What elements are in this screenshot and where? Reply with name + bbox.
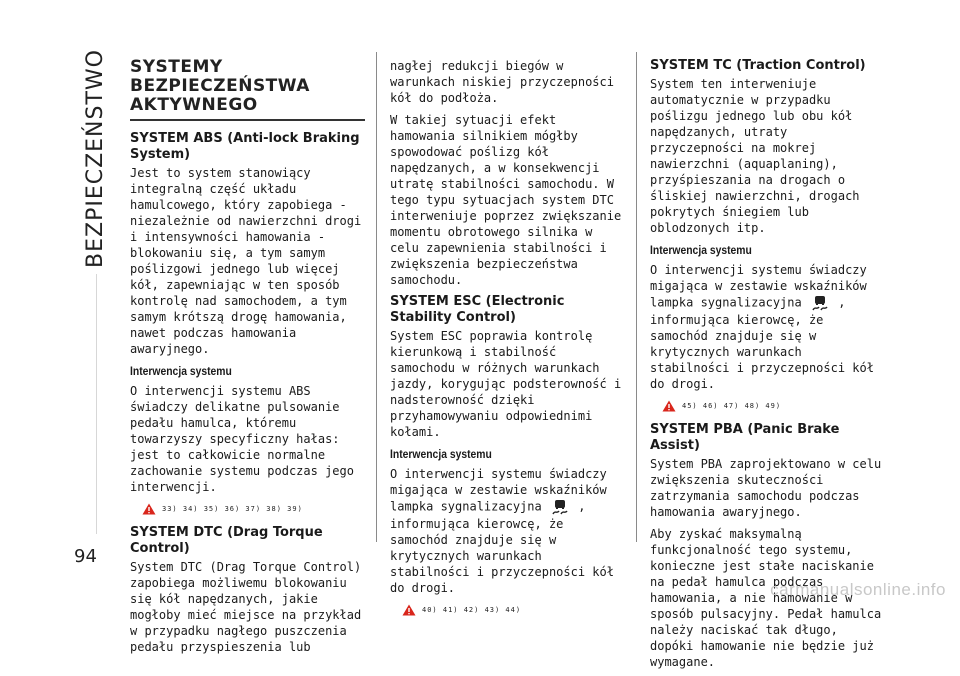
pba-body: System PBA zaprojektowano w celu zwiększenia skuteczności zatrzymania samochodu podczas hamowania awaryjnego. <box>650 457 882 519</box>
dtc-body-paragraph: W takiej sytuacji efekt hamowania silnikiem mógłby spowodować poślizg kół napędzanych, a w konsekwencji utratę stabilności samochodu. W tego typu sytuacjach system DTC interweniuje poprzez zwiększanie momentu obrotowego silnika w celu zapewnienia stabilności i zwiększenia bezpieczeństwa samochodu. <box>390 113 622 287</box>
tc-warning-refs <box>662 398 885 414</box>
reference-numbers: 33) 34) 35) 36) 37) 38) 39) <box>162 505 303 513</box>
pba-body-paragraph: Aby zyskać maksymalną funkcjonalność tego systemu, konieczne jest stałe naciskanie na pedał hamulca podczas hamowania, a nie hamowanie w sposób pulsacyjny. Pedał hamulca należy naciskać tak długo, dopóki hamowanie nie będzie już wymagane. <box>650 527 882 669</box>
section-title-vertical <box>78 48 112 268</box>
column-divider <box>636 52 637 542</box>
tc-body: System ten interweniuje automatycznie w przypadku poślizgu jednego lub obu kół napędzanych, utraty przyczepności na mokrej nawierzchni (aquaplaning), przyśpieszania na drogach o śliskiej nawierzchni, drogach pokrytych śniegiem lub oblodzonych itp. <box>650 77 860 235</box>
page-number: 94 <box>74 546 97 567</box>
esc-subheading: Interwencja systemu <box>390 449 492 461</box>
warning-triangle-icon <box>402 604 416 616</box>
warning-triangle-icon <box>142 503 156 515</box>
column-divider <box>376 52 377 542</box>
column-2 <box>390 58 625 626</box>
tc-sub-body <box>650 262 885 392</box>
reference-numbers: 45) 46) 47) 48) 49) <box>682 402 782 410</box>
esc-skid-car-icon <box>811 294 829 312</box>
abs-heading: SYSTEM ABS (Anti-lock Braking System) <box>130 131 360 162</box>
esc-sub-body <box>390 466 625 596</box>
tc-subheading: Interwencja systemu <box>650 245 752 257</box>
tc-sub-body-part: O interwencji systemu świadczy migająca w zestawie wskaźników lampka sygnalizacyjna <box>650 263 867 310</box>
section-title-text: BEZPIECZEŃSTWO <box>82 48 108 268</box>
page-title <box>130 58 365 121</box>
dtc-body: System DTC (Drag Torque Control) zapobiega możliwemu blokowaniu się kół napędzanych, jakie mogłoby mieć miejsce na przykład w przypadku nagłego puszczenia pedału przyspieszenia lub <box>130 560 362 654</box>
abs-sub-body: O interwencji systemu ABS świadczy delikatne pulsowanie pedału hamulca, któremu towarzyszy specyficzny hałas: jest to całkowicie normalne zachowanie systemu podczas jego interwencji. <box>130 384 354 494</box>
page-title-line: BEZPIECZEŃSTWA <box>130 76 310 96</box>
dtc-body-continued: nagłej redukcji biegów w warunkach niskiej przyczepności kół do podłoża. <box>390 59 614 105</box>
dtc-heading: SYSTEM DTC (Drag Torque Control) <box>130 525 323 556</box>
esc-heading: SYSTEM ESC (Electronic Stability Control) <box>390 294 565 325</box>
page-title-line: SYSTEMY <box>130 57 223 77</box>
page-title-line: AKTYWNEGO <box>130 95 258 115</box>
abs-warning-refs <box>142 501 365 517</box>
reference-numbers: 40) 41) 42) 43) 44) <box>422 606 522 614</box>
warning-triangle-icon <box>662 400 676 412</box>
watermark: carmanualsonline.info <box>770 580 946 599</box>
tc-sub-body-part: , informująca kierowcę, że samochód znajduje się w krytycznych warunkach stabilności i przyczepności kół do drogi. <box>650 295 874 391</box>
esc-skid-car-icon <box>551 498 569 516</box>
abs-subheading: Interwencja systemu <box>130 366 232 378</box>
tc-heading: SYSTEM TC (Traction Control) <box>650 58 866 73</box>
esc-sub-body-part: O interwencji systemu świadczy migająca w zestawie wskaźników lampka sygnalizacyjna <box>390 467 607 514</box>
esc-sub-body-part: , informująca kierowcę, że samochód znajduje się w krytycznych warunkach stabilności i przyczepności kół do drogi. <box>390 499 614 595</box>
sidebar-divider <box>96 274 97 534</box>
abs-body: Jest to system stanowiący integralną część układu hamulcowego, który zapobiega - niezależnie od nawierzchni drogi i intensywności hamowania - blokowaniu się, a tym samym poślizgowi jednego lub więcej kół, zapewniając w ten sposób kontrolę nad samochodem, a tym samym krótszą drogę hamowania, nawet podczas hamowania awaryjnego. <box>130 166 362 356</box>
esc-body: System ESC poprawia kontrolę kierunkową i stabilność samochodu w różnych warunkach jazdy, korygując podsterowność i nadsterowność dzięki przyhamowywaniu odpowiednimi kołami. <box>390 329 622 439</box>
column-1 <box>130 58 365 661</box>
esc-warning-refs <box>402 602 625 618</box>
pba-heading: SYSTEM PBA (Panic Brake Assist) <box>650 422 840 453</box>
